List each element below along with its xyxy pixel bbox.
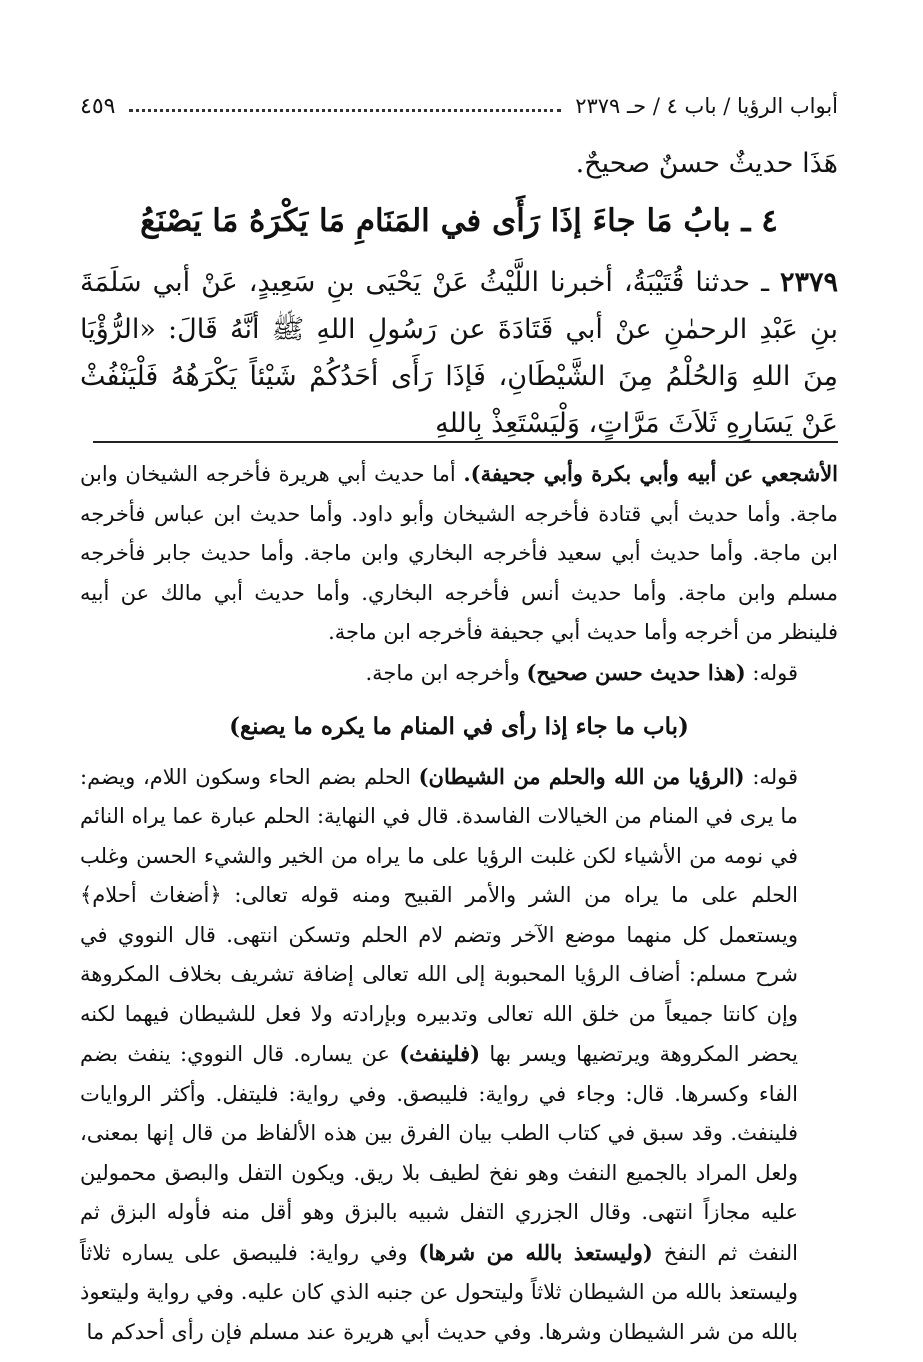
hadith-text: ـ حدثنا قُتَيْبَةُ، أخبرنا اللَّيْثُ عَنْ يَحْيَى بنِ سَعِيدٍ، عَنْ أبي سَلَمَةَ بنِ عَبْدِ الرحمٰنِ عنْ أبي قَتَادَةَ عن رَسُولِ اللهِ ﷺ أنَّهُ قَالَ: «الرُّؤْيَا مِنَ اللهِ وَالحُلْمُ مِنَ الشَّيْطَانِ، فَإذَا رَأَى أحَدُكُمْ شَيْئاً يَكْرَهُهُ فَلْيَنْفُثْ عَنْ يَسَارِهِ ثَلاَثَ مَرَّاتٍ، وَلْيَسْتَعِذْ بِاللهِ [80, 267, 838, 439]
commentary-paragraph-2 [80, 653, 838, 694]
commentary-lead: قوله: [752, 660, 798, 685]
commentary-paragraph-3 [80, 757, 838, 1353]
commentary-text: عن يساره. قال النووي: ينفث بضم الفاء وكسرها. قال: وجاء في رواية: فليبصق. وفي رواية: فليتفل. وأكثر الروايات فلينفث. وقد سبق في كتاب الطب بيان الفرق بين هذه الألفاظ من قال إنها بمعنى، ولعل المراد بالجميع النفث وهو نفخ لطيف بلا ريق. ويكون التفل والبصق محمولين عليه مجازاً انتهى. وقال الجزري التفل شبيه بالبزق وهو أقل منه فأوله البزق ثم النفث ثم النفخ [80, 1042, 798, 1265]
commentary-text: الحلم بضم الحاء وسكون اللام، ويضم: ما يرى في المنام من الخيالات الفاسدة. قال في النهاية: الحلم عبارة عما يراه النائم في نومه من الأشياء لكن غلبت الرؤيا على ما يراه من الخير والشيء الحسن وغلب الحلم على ما يراه من الشر والأمر القبيح ومنه قوله تعالى: ﴿أضغاث أحلام﴾ ويستعمل كل منهما موضع الآخر وتضم لام الحلم وتسكن انتهى. قال النووي في شرح مسلم: أضاف الرؤيا المحبوبة إلى الله تعالى إضافة تشريف بخلاف المكروهة وإن كانتا جميعاً من خلق الله تعالى وتدبيره وبإرادته ولا فعل للشيطان فيهما لكنه يحضر المكروهة ويرتضيها ويسر بها [80, 764, 798, 1066]
commentary-bold: (هذا حديث حسن صحيح) [526, 659, 746, 685]
commentary-bold: (الرؤيا من الله والحلم من الشيطان) [418, 763, 745, 789]
page-number: ٤٥٩ [80, 93, 116, 119]
commentary-lead: قوله: [752, 764, 798, 789]
commentary-paragraph-1 [80, 454, 838, 653]
grading-line: هَذَا حديثٌ حسنٌ صحيحٌ. [575, 148, 838, 179]
running-header [80, 86, 838, 126]
hadith-number: ٢٣٧٩ [779, 267, 838, 298]
leader-dots [129, 109, 561, 112]
commentary-bold: الأشجعي عن أبيه وأبي بكرة وأبي جحيفة). [463, 461, 838, 486]
commentary-bold: (فلينفث) [399, 1041, 481, 1066]
commentary-text: أما حديث أبي هريرة فأخرجه الشيخان وابن ماجة. وأما حديث أبي قتادة فأخرجه الشيخان وأبو داود. وأما حديث ابن عباس فأخرجه ابن ماجة. وأما حديث أبي سعيد فأخرجه البخاري وابن ماجة. وأما حديث جابر فأخرجه مسلم وابن ماجة. وأما حديث أنس فأخرجه البخاري. وأما حديث أبي مالك عن أبيه فلينظر من أخرجه وأما حديث أبي جحيفة فأخرجه ابن ماجة. [80, 462, 838, 644]
commentary [80, 454, 838, 1352]
commentary-bold: (وليستعذ بالله من شرها) [418, 1239, 653, 1265]
commentary-sub-heading: (باب ما جاء إذا رأى في المنام ما يكره ما يصنع) [229, 713, 689, 740]
main-text [80, 140, 838, 447]
chapter-heading: ٤ ـ بابُ مَا جاءَ إذَا رَأَى في المَنَامِ مَا يَكْرَهُ مَا يَصْنَعُ [140, 203, 778, 239]
commentary-text: وفي رواية: فليبصق على يساره ثلاثاً وليستعذ بالله من الشيطان ثلاثاً وليتحول عن جنبه الذي كان عليه. وفي رواية وليتعوذ بالله من شر الشيطان وشرها. وفي حديث أبي هريرة عند مسلم فإن رأى أحدكم ما [80, 1240, 798, 1344]
hadith-paragraph [80, 259, 838, 447]
running-title: أبواب الرؤيا / باب ٤ / حـ ٢٣٧٩ [575, 94, 838, 118]
footnote-divider [93, 441, 838, 443]
commentary-text: وأخرجه ابن ماجة. [365, 660, 520, 685]
